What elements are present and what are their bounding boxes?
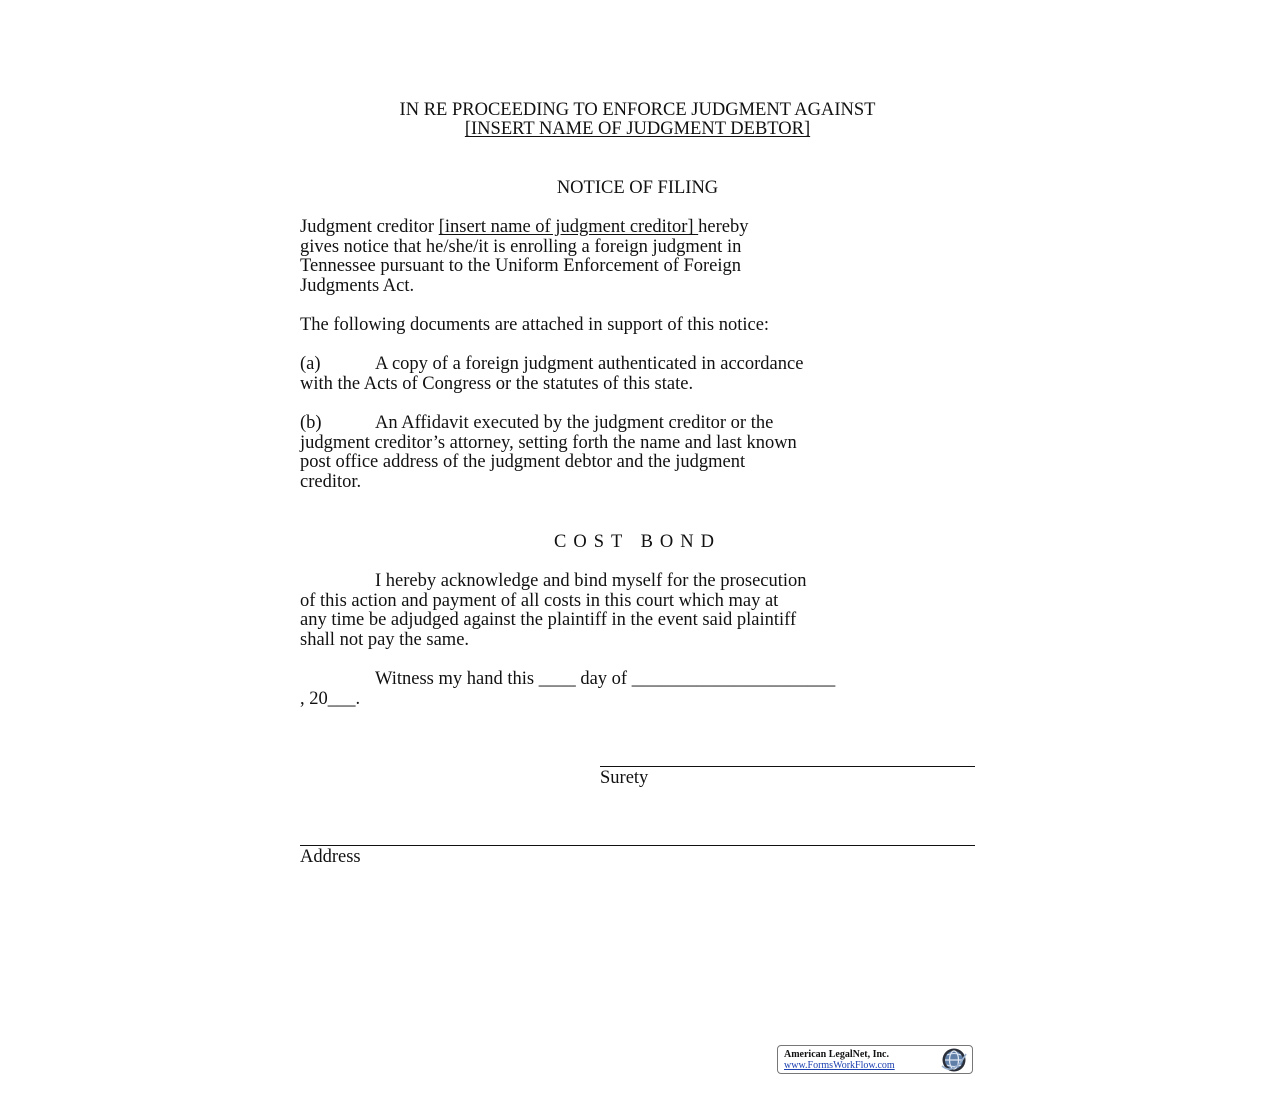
attached-statement: The following documents are attached in support of this notice: xyxy=(300,315,770,335)
debtor-placeholder-text: [INSERT NAME OF JUDGMENT DEBTOR] xyxy=(464,119,811,139)
item-a-line: with the Acts of Congress or the statutes of this state. xyxy=(300,373,694,394)
item-b-label: (b) xyxy=(300,413,322,433)
notice-intro-prefix: Judgment creditor xyxy=(300,217,439,237)
cost-bond-first-line xyxy=(300,572,980,592)
surety-label: Surety xyxy=(600,768,649,788)
item-a-first-text: A copy of a foreign judgment authenticated in accordance xyxy=(375,354,804,374)
item-b-line: creditor. xyxy=(300,471,362,492)
globe-logo-icon xyxy=(938,1047,970,1073)
notice-intro-suffix: hereby xyxy=(698,217,749,237)
item-a-first-line xyxy=(300,355,980,375)
cost-bond-first-text: I hereby acknowledge and bind myself for the prosecution xyxy=(375,571,807,591)
witness-line xyxy=(300,670,980,690)
notice-intro-line xyxy=(300,218,980,238)
cost-bond-line: of this action and payment of all costs in this court which may at xyxy=(300,590,779,611)
witness-paragraph xyxy=(300,670,980,709)
logo-url-link[interactable]: www.FormsWorkFlow.com xyxy=(784,1060,895,1071)
item-b-first-text: An Affidavit executed by the judgment creditor or the xyxy=(375,413,774,433)
item-b-line: judgment creditor’s attorney, setting forth the name and last known xyxy=(300,432,797,453)
notice-line: Tennessee pursuant to the Uniform Enforcement of Foreign xyxy=(300,256,742,277)
item-b-line: post office address of the judgment debtor and the judgment xyxy=(300,452,746,473)
address-label: Address xyxy=(300,847,361,867)
address-line[interactable] xyxy=(300,845,975,846)
cost-bond-line: shall not pay the same. xyxy=(300,629,470,650)
item-b-first-line xyxy=(300,414,980,434)
item-b xyxy=(300,414,980,492)
notice-paragraph xyxy=(300,218,980,296)
cost-bond-line: any time be adjudged against the plaintiff in the event said plaintiff xyxy=(300,610,797,631)
cost-bond-title: COST BOND xyxy=(554,532,721,552)
cost-bond-paragraph xyxy=(300,572,980,650)
notice-title: NOTICE OF FILING xyxy=(556,178,719,198)
logo-company-name: American LegalNet, Inc. xyxy=(784,1049,889,1060)
surety-signature-line[interactable] xyxy=(600,766,975,767)
creditor-placeholder: [insert name of judgment creditor] xyxy=(438,217,699,237)
item-a xyxy=(300,355,980,394)
american-legalnet-logo[interactable] xyxy=(777,1045,973,1074)
heading-debtor-placeholder xyxy=(300,119,975,139)
notice-line: gives notice that he/she/it is enrolling a foreign judgment in xyxy=(300,236,742,257)
notice-line: Judgments Act. xyxy=(300,275,415,296)
year-line: , 20___. xyxy=(300,688,361,709)
heading-title: IN RE PROCEEDING TO ENFORCE JUDGMENT AGAINST xyxy=(399,100,876,120)
item-a-label: (a) xyxy=(300,354,321,374)
witness-text: Witness my hand this ____ day of ______________________ xyxy=(375,669,836,689)
